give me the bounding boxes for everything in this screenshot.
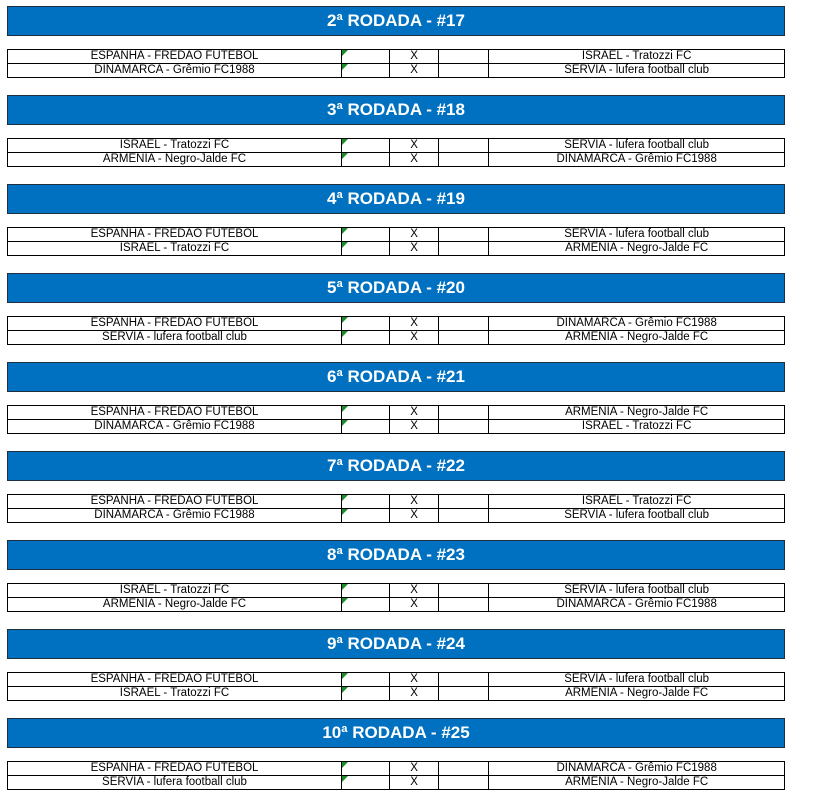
match-row: [8, 64, 785, 78]
match-row: [8, 687, 785, 701]
match-row: [8, 153, 785, 167]
home-score-cell[interactable]: [342, 139, 390, 153]
home-score-cell[interactable]: [342, 509, 390, 523]
match-row: [8, 776, 785, 790]
home-team-cell[interactable]: ISRAEL - Tratozzi FC: [8, 139, 342, 153]
away-score-cell[interactable]: [438, 509, 488, 523]
away-team-cell[interactable]: SÉRVIA - lufera football club: [489, 139, 785, 153]
match-row: [8, 242, 785, 256]
away-score-cell[interactable]: [438, 50, 488, 64]
comment-indicator-icon: [342, 420, 348, 426]
away-team-cell[interactable]: ISRAEL - Tratozzi FC: [489, 50, 785, 64]
versus-cell[interactable]: X: [390, 420, 438, 434]
versus-cell[interactable]: X: [390, 139, 438, 153]
away-team-cell[interactable]: DINAMARCA - Grêmio FC1988: [489, 317, 785, 331]
comment-indicator-icon: [342, 598, 348, 604]
comment-indicator-icon: [342, 153, 348, 159]
comment-indicator-icon: [342, 762, 348, 768]
versus-cell[interactable]: X: [390, 598, 438, 612]
away-score-cell[interactable]: [438, 317, 488, 331]
home-team-cell[interactable]: ESPANHA - FREDÃO FUTEBOL: [8, 317, 342, 331]
home-team-cell[interactable]: ESPANHA - FREDÃO FUTEBOL: [8, 406, 342, 420]
home-team-cell[interactable]: SÉRVIA - lufera football club: [8, 776, 342, 790]
match-table: [7, 405, 785, 434]
home-score-cell[interactable]: [342, 584, 390, 598]
away-team-cell[interactable]: DINAMARCA - Grêmio FC1988: [489, 153, 785, 167]
home-score-cell[interactable]: [342, 495, 390, 509]
home-team-cell[interactable]: DINAMARCA - Grêmio FC1988: [8, 64, 342, 78]
away-team-cell[interactable]: ARMÊNIA - Negro-Jalde FC: [489, 406, 785, 420]
away-score-cell[interactable]: [438, 776, 488, 790]
away-score-cell[interactable]: [438, 242, 488, 256]
match-row: [8, 50, 785, 64]
comment-indicator-icon: [342, 673, 348, 679]
away-team-cell[interactable]: SÉRVIA - lufera football club: [489, 673, 785, 687]
home-team-cell[interactable]: ARMÊNIA - Negro-Jalde FC: [8, 598, 342, 612]
versus-cell[interactable]: X: [390, 406, 438, 420]
round-title[interactable]: 2ª RODADA - #17: [7, 6, 785, 36]
away-team-cell[interactable]: SÉRVIA - lufera football club: [489, 509, 785, 523]
versus-cell[interactable]: X: [390, 50, 438, 64]
match-row: [8, 228, 785, 242]
round-title[interactable]: 7ª RODADA - #22: [7, 451, 785, 481]
away-team-cell[interactable]: ARMÊNIA - Negro-Jalde FC: [489, 776, 785, 790]
versus-cell[interactable]: X: [390, 228, 438, 242]
away-team-cell[interactable]: ARMÊNIA - Negro-Jalde FC: [489, 331, 785, 345]
match-row: [8, 139, 785, 153]
home-score-cell[interactable]: [342, 687, 390, 701]
round-block: [0, 356, 815, 445]
round-block: [0, 178, 815, 267]
away-score-cell[interactable]: [438, 495, 488, 509]
home-team-cell[interactable]: SÉRVIA - lufera football club: [8, 331, 342, 345]
comment-indicator-icon: [342, 406, 348, 412]
away-score-cell[interactable]: [438, 598, 488, 612]
comment-indicator-icon: [342, 64, 348, 70]
away-team-cell[interactable]: ARMÊNIA - Negro-Jalde FC: [489, 242, 785, 256]
comment-indicator-icon: [342, 331, 348, 337]
match-table: [7, 49, 785, 78]
round-block: [0, 712, 815, 801]
versus-cell[interactable]: X: [390, 317, 438, 331]
match-table: [7, 227, 785, 256]
home-team-cell[interactable]: ESPANHA - FREDÃO FUTEBOL: [8, 495, 342, 509]
away-team-cell[interactable]: DINAMARCA - Grêmio FC1988: [489, 762, 785, 776]
versus-cell[interactable]: X: [390, 242, 438, 256]
versus-cell[interactable]: X: [390, 153, 438, 167]
home-team-cell[interactable]: DINAMARCA - Grêmio FC1988: [8, 509, 342, 523]
round-block: [0, 267, 815, 356]
comment-indicator-icon: [342, 584, 348, 590]
round-block: [0, 445, 815, 534]
round-block: [0, 623, 815, 712]
away-team-cell[interactable]: SÉRVIA - lufera football club: [489, 228, 785, 242]
away-team-cell[interactable]: SÉRVIA - lufera football club: [489, 64, 785, 78]
match-table: [7, 583, 785, 612]
comment-indicator-icon: [342, 687, 348, 693]
away-score-cell[interactable]: [438, 139, 488, 153]
home-score-cell[interactable]: [342, 242, 390, 256]
away-score-cell[interactable]: [438, 406, 488, 420]
home-team-cell[interactable]: ISRAEL - Tratozzi FC: [8, 242, 342, 256]
comment-indicator-icon: [342, 317, 348, 323]
home-score-cell[interactable]: [342, 762, 390, 776]
comment-indicator-icon: [342, 495, 348, 501]
comment-indicator-icon: [342, 509, 348, 515]
away-score-cell[interactable]: [438, 673, 488, 687]
away-score-cell[interactable]: [438, 228, 488, 242]
home-team-cell[interactable]: ESPANHA - FREDÃO FUTEBOL: [8, 50, 342, 64]
away-team-cell[interactable]: DINAMARCA - Grêmio FC1988: [489, 598, 785, 612]
home-score-cell[interactable]: [342, 776, 390, 790]
away-team-cell[interactable]: SÉRVIA - lufera football club: [489, 584, 785, 598]
versus-cell[interactable]: X: [390, 776, 438, 790]
home-score-cell[interactable]: [342, 153, 390, 167]
home-team-cell[interactable]: ESPANHA - FREDÃO FUTEBOL: [8, 762, 342, 776]
away-score-cell[interactable]: [438, 762, 488, 776]
match-row: [8, 509, 785, 523]
round-title[interactable]: 4ª RODADA - #19: [7, 184, 785, 214]
comment-indicator-icon: [342, 228, 348, 234]
home-score-cell[interactable]: [342, 317, 390, 331]
home-team-cell[interactable]: ISRAEL - Tratozzi FC: [8, 687, 342, 701]
match-row: [8, 762, 785, 776]
match-row: [8, 495, 785, 509]
home-score-cell[interactable]: [342, 64, 390, 78]
away-score-cell[interactable]: [438, 153, 488, 167]
home-team-cell[interactable]: ESPANHA - FREDÃO FUTEBOL: [8, 228, 342, 242]
home-team-cell[interactable]: ISRAEL - Tratozzi FC: [8, 584, 342, 598]
home-score-cell[interactable]: [342, 50, 390, 64]
round-title[interactable]: 8ª RODADA - #23: [7, 540, 785, 570]
versus-cell[interactable]: X: [390, 687, 438, 701]
away-score-cell[interactable]: [438, 420, 488, 434]
versus-cell[interactable]: X: [390, 495, 438, 509]
home-team-cell[interactable]: ESPANHA - FREDÃO FUTEBOL: [8, 673, 342, 687]
match-row: [8, 331, 785, 345]
round-title[interactable]: 3ª RODADA - #18: [7, 95, 785, 125]
match-row: [8, 598, 785, 612]
round-title[interactable]: 9ª RODADA - #24: [7, 629, 785, 659]
match-row: [8, 317, 785, 331]
away-score-cell[interactable]: [438, 584, 488, 598]
match-row: [8, 406, 785, 420]
home-score-cell[interactable]: [342, 598, 390, 612]
home-score-cell[interactable]: [342, 673, 390, 687]
match-row: [8, 420, 785, 434]
home-score-cell[interactable]: [342, 228, 390, 242]
round-title[interactable]: 5ª RODADA - #20: [7, 273, 785, 303]
round-block: [0, 89, 815, 178]
round-block: [0, 0, 815, 89]
versus-cell[interactable]: X: [390, 584, 438, 598]
home-team-cell[interactable]: DINAMARCA - Grêmio FC1988: [8, 420, 342, 434]
match-row: [8, 673, 785, 687]
comment-indicator-icon: [342, 50, 348, 56]
versus-cell[interactable]: X: [390, 673, 438, 687]
round-block: [0, 534, 815, 623]
round-title[interactable]: 6ª RODADA - #21: [7, 362, 785, 392]
away-score-cell[interactable]: [438, 331, 488, 345]
versus-cell[interactable]: X: [390, 331, 438, 345]
versus-cell[interactable]: X: [390, 762, 438, 776]
comment-indicator-icon: [342, 139, 348, 145]
match-table: [7, 138, 785, 167]
home-score-cell[interactable]: [342, 406, 390, 420]
away-score-cell[interactable]: [438, 687, 488, 701]
comment-indicator-icon: [342, 242, 348, 248]
home-score-cell[interactable]: [342, 331, 390, 345]
away-team-cell[interactable]: ISRAEL - Tratozzi FC: [489, 420, 785, 434]
match-table: [7, 761, 785, 790]
comment-indicator-icon: [342, 776, 348, 782]
home-score-cell[interactable]: [342, 420, 390, 434]
match-table: [7, 316, 785, 345]
match-table: [7, 672, 785, 701]
round-title[interactable]: 10ª RODADA - #25: [7, 718, 785, 748]
away-team-cell[interactable]: ISRAEL - Tratozzi FC: [489, 495, 785, 509]
versus-cell[interactable]: X: [390, 509, 438, 523]
versus-cell[interactable]: X: [390, 64, 438, 78]
match-row: [8, 584, 785, 598]
home-team-cell[interactable]: ARMÊNIA - Negro-Jalde FC: [8, 153, 342, 167]
away-team-cell[interactable]: ARMÊNIA - Negro-Jalde FC: [489, 687, 785, 701]
away-score-cell[interactable]: [438, 64, 488, 78]
match-table: [7, 494, 785, 523]
